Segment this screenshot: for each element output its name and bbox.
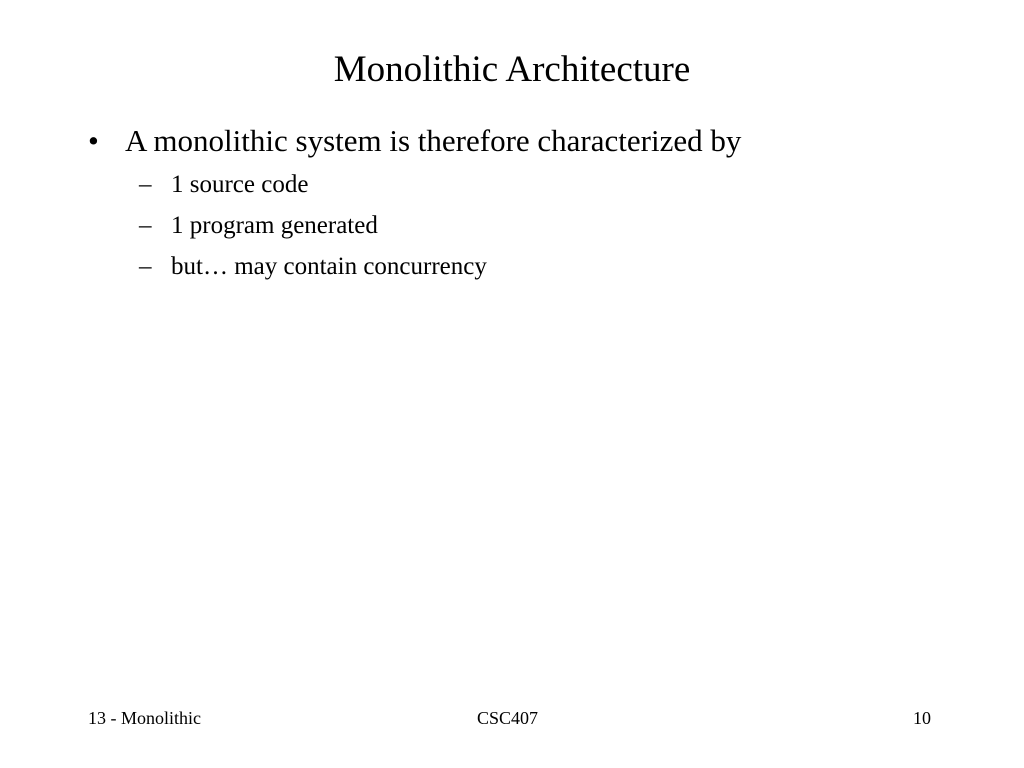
sub-bullet-item (139, 252, 487, 293)
sub-bullet-item (139, 170, 487, 211)
footer-course-code: CSC407 (477, 708, 539, 728)
sub-bullet-text: 1 program generated (171, 212, 378, 239)
sub-bullet-marker: – (139, 253, 152, 280)
bullet-text: A monolithic system is therefore characterized by (125, 123, 742, 158)
slide-title: Monolithic Architecture (333, 49, 691, 90)
sub-bullet-list (139, 170, 487, 293)
bullet-item (88, 122, 741, 160)
sub-bullet-text: but… may contain concurrency (171, 253, 487, 280)
footer-page-number: 10 (913, 708, 931, 728)
sub-bullet-item (139, 211, 487, 252)
sub-bullet-marker: – (139, 212, 152, 239)
sub-bullet-text: 1 source code (171, 171, 309, 198)
footer-lecture-label: 13 - Monolithic (88, 708, 201, 728)
sub-bullet-marker: – (139, 171, 152, 198)
bullet-marker: • (88, 123, 99, 158)
